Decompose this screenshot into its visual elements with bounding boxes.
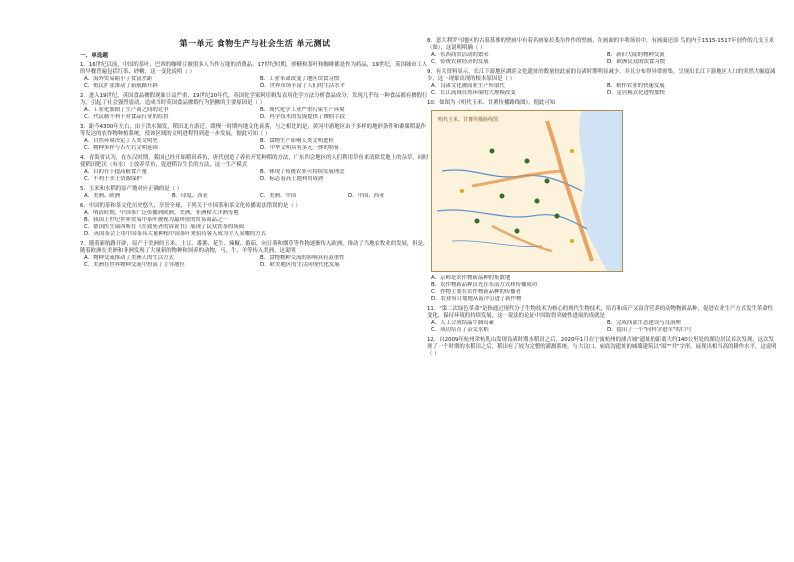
option-b[interactable]: B．完成西部生态建设与良治理 xyxy=(607,320,681,326)
option-d[interactable]: D．世界市场丰富了人们的生活水平 xyxy=(260,83,346,89)
map-graphic xyxy=(432,111,622,271)
option-c[interactable]: C．成功培育了杂交水稻 xyxy=(431,327,489,333)
option-c[interactable]: C．物种多样与否左右文明延续 xyxy=(84,145,158,151)
question-stem: 9．有关资料显示，长江下游地区湖滨文化遗址的数量较此前的良渚时期明显减少，并且分布得异常密集，呈现出长江下游地区人口的突然大幅度减少，这一现象出现的根本原因是（ ） xyxy=(427,69,776,82)
question-8 xyxy=(427,38,777,66)
map-label: 明代玉米、甘薯传播路线图 xyxy=(438,117,499,123)
option-c[interactable]: C．殖民扩张推动了新航路开辟 xyxy=(84,83,158,89)
question-stem: 4．青海省认为，在东汉时期，我国已经开始稻田养鱼，唐代创造了养鱼开荒种稻的方法，广东四会地区的人们利用草鱼来清除荒地上的杂草，同时使稻田肥沃（有水）上放养草鱼，促进稻谷生长的方法，这一生产模式 xyxy=(80,155,429,168)
option-d[interactable]: D．英国茶会上用中国茶具大量种植中国茶叶来招待客人成为主人显耀的方式 xyxy=(84,231,267,237)
option-a[interactable]: A．人工合成结晶牛胰岛素 xyxy=(431,320,494,326)
question-7 xyxy=(80,241,430,269)
option-d[interactable]: D．欧美地区的生活向现代化发展 xyxy=(260,262,340,268)
question-10 xyxy=(427,100,777,303)
option-b[interactable]: B．体现了传统农业可持续发展理念 xyxy=(260,169,345,175)
option-c[interactable]: C．德国医生瑞西斯在《在致死者的诉说书》展现了民众饮茶的场面 xyxy=(84,224,245,230)
option-d[interactable]: D．中华文明具有多元一体的特征 xyxy=(260,145,340,151)
question-2 xyxy=(80,93,430,121)
question-stem: 5．玉米和水稻的原产地对应正确的是（ ） xyxy=(80,186,183,192)
option-c[interactable]: C．不利于水土资源保护 xyxy=(84,176,142,182)
option-b[interactable]: B．工业革命改变了地区饮食习惯 xyxy=(260,76,340,82)
question-9 xyxy=(427,69,777,97)
option-d[interactable]: D．提出了一个"向科学进军"的口号 xyxy=(607,327,692,333)
page-title: 第一单元 食物生产与社会生活 单元测试 xyxy=(179,39,331,48)
option-a[interactable]: A．工业化加剧了生产商之间的竞争 xyxy=(84,107,169,113)
option-a[interactable]: A．东西商贸活动的繁荣 xyxy=(431,52,489,58)
option-d[interactable]: D．农业有计划地从南洋引进了新作物 xyxy=(431,296,522,302)
question-6 xyxy=(80,203,430,238)
option-a[interactable]: A．明清时期，中国茶广泛传播到欧洲、美洲、非洲和大洋洲等地 xyxy=(84,210,239,216)
option-c[interactable]: C．美洲在世界物种交流中扮演了主导地位 xyxy=(84,262,185,268)
question-stem: 8．意大利罗马地区的古墓墓葬的壁画中有着名画家拉斐尔作作的壁画，在画面的丰收场景中，有画面还添 鸟的内于1515-1517年创作的几支玉米（图），这说明明确（ ） xyxy=(427,38,775,51)
question-12 xyxy=(427,337,777,358)
question-stem: 3．距今4300年左右，由于洪水频发，稻田北方游迁，缓慢一时期内地文化衰落，与之相比的是，黄河中游地区由于多样的地形条件和黍粟稻混作等发达的农作物种植系统，使该区域的文明进程得到进一步发展，据此可知（ ） xyxy=(80,124,426,137)
option-c[interactable]: C．美洲、中国 xyxy=(260,193,297,199)
question-stem: 11．"第二次绿色革命"是指通过现代分子生物技术为核心的现代生物技术，培育和高产又富含营养的动物物新品种，促进农业生产方式发生革命性变化，保持环境的持续发展，这一说法的论证中国取得突破性进展的成就是 xyxy=(427,306,774,319)
option-b[interactable]: B．稻作农业的快速发展 xyxy=(607,83,665,89)
question-stem: 12．自2009年杭州余杭乳山发现良渚时期水稻田之后，2020年1月在宁波杭州的浦吉城"遗址的距离大约140公里处的湖边居民首次发现，这次发现了一个时期的水稻田之后，稻田有了较为完整的灌溉系统，与大汶口、庙底沟遗址的城墙建筑以"围""井"字形，展现出相当高的耕作水平，这说明（ ） xyxy=(427,337,777,357)
option-c[interactable]: C．作物主要在农作物新品种的传播者 xyxy=(431,289,522,295)
option-a[interactable]: A．京师是农作物新品种的集散地 xyxy=(431,275,511,281)
question-stem: 10．如图为《明代玉米、甘薯传播路线图》，据此可知 xyxy=(427,100,556,106)
option-d[interactable]: D．标志着高土地利用成熟 xyxy=(260,176,324,182)
option-a[interactable]: A．海外贸易缩小了贫富差距 xyxy=(84,76,153,82)
question-1 xyxy=(80,62,430,90)
crop-route-map xyxy=(431,110,623,272)
option-c[interactable]: C．传统农耕经济的发展 xyxy=(431,59,489,65)
option-b[interactable]: B．农作物新品种首先在东南方式和传播成功 xyxy=(431,282,538,288)
option-d[interactable]: D．科学技术的发展提供了掺假手段 xyxy=(260,114,346,120)
option-b[interactable]: B．食物生产影响人类文明进程 xyxy=(260,138,334,144)
question-stem: 2．进入19世纪，英国食品掺假现象日益严重，19世纪20年代，英国化学家阿库姆发表用化学方法分析食品成分，发现几乎每一种食品都有掺假行为，引起了社会强烈震动，造成当时英国食品掺假行为猖獗的主要原因是（ ） xyxy=(80,93,428,106)
option-d[interactable]: D．中国、西亚 xyxy=(348,193,385,199)
option-c[interactable]: C．代议制不利于对食品行业的监督 xyxy=(84,114,169,120)
option-a[interactable]: A．美洲、欧洲 xyxy=(84,193,121,199)
right-column xyxy=(427,38,777,361)
option-a[interactable]: A．良渚文化被商业生产所取代 xyxy=(431,83,505,89)
question-stem: 6．中国的茶和茶文化历史悠久，享誉全球，下列关于中国茶和茶文化传播说法错误的是（ ） xyxy=(80,203,301,209)
left-column xyxy=(80,0,430,272)
question-3 xyxy=(80,124,430,152)
section-heading: 一、单选题 xyxy=(80,53,108,59)
option-a[interactable]: A．自然环境决定了人类文明史 xyxy=(84,138,158,144)
option-c[interactable]: C．长江流域自然环境的大规模改变 xyxy=(431,90,516,96)
option-a[interactable]: A．目的在于提高粮食产量 xyxy=(84,169,147,175)
option-d[interactable]: D．欧洲民众的饮食习惯 xyxy=(607,59,666,65)
option-b[interactable]: B．新旧大陆的物种交流 xyxy=(607,52,665,58)
option-a[interactable]: A．物种交流推动了美洲人的生活方式 xyxy=(84,255,174,261)
question-4 xyxy=(80,155,430,183)
option-b[interactable]: B．我国上世纪世界贸易中茶叶被视为最珍贵的贸易商品之一 xyxy=(84,217,228,223)
option-b[interactable]: B．食物物种交流的影响具有双重性 xyxy=(260,255,345,261)
question-5 xyxy=(80,186,430,200)
option-d[interactable]: D．定居模式化进程加快 xyxy=(607,90,666,96)
option-b[interactable]: B．现代化学工业严重污染生产环境 xyxy=(260,107,345,113)
question-stem: 7．随着新航路开辟，原产于美洲的玉米、土豆、番薯、花生、辣椒、番茄、向日葵和烟草等作物逐渐传入欧洲，推动了当地农牧业的发展，但是，随着欧洲在美洲和非洲发现了大量新的物种和饲养的动物，马、牛、羊等传入美洲，这说明 xyxy=(80,241,429,254)
option-b[interactable]: B．印度、西亚 xyxy=(172,193,209,199)
question-stem: 1．16世纪以前，中国的茶叶、巴西的咖啡豆被很多人当作万能的消费品。17世纪时期，砂糖和茶叶和咖啡都是作为药品，19世纪，英国城市工人的早餐普遍包括红茶、砂糖，这一变化说明（ ） xyxy=(80,62,428,75)
question-11 xyxy=(427,306,777,334)
